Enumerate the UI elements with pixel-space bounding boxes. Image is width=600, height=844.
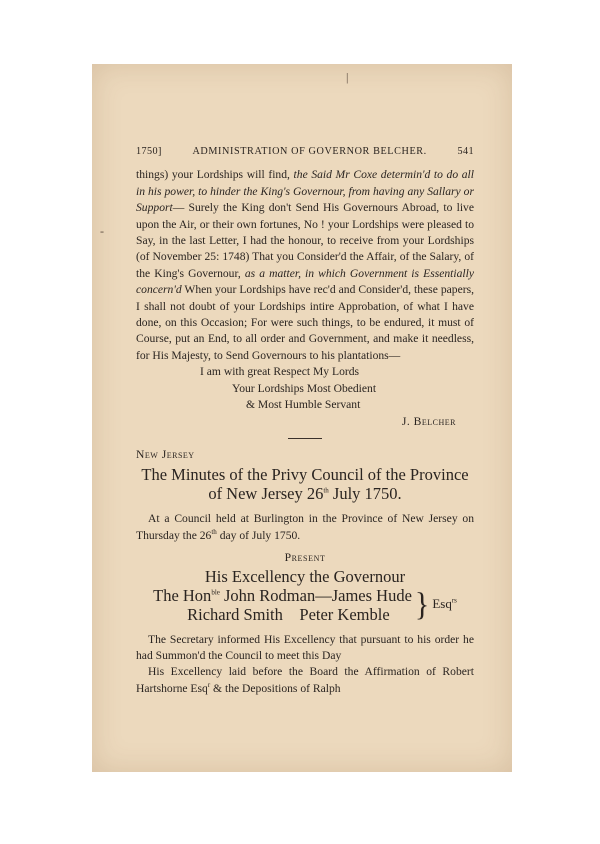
minutes-heading: The Minutes of the Privy Council of the Province of New Jersey 26th July 1750. bbox=[141, 465, 469, 504]
letter-text: things) your Lordships will find, bbox=[136, 168, 294, 182]
esquires-label: Esq$^{rs}$ bbox=[432, 596, 457, 612]
margin-mark: | bbox=[346, 70, 349, 84]
minutes-paragraph: The Secretary informed His Excellency that pursuant to his order he had Summon'd the Council to meet this Day bbox=[136, 632, 474, 662]
members-line-1: The Hon$^{ble}$ John Rodman—James Hude bbox=[153, 585, 412, 605]
present-label: Present bbox=[284, 551, 326, 565]
page-content bbox=[136, 144, 474, 697]
margin-mark: - bbox=[100, 224, 104, 238]
page-number: 541 bbox=[457, 146, 474, 157]
running-header bbox=[136, 144, 474, 160]
governor-line: His Excellency the Governour bbox=[204, 566, 406, 586]
divider bbox=[288, 438, 322, 439]
letter-paragraph bbox=[136, 167, 474, 364]
minutes-paragraph: His Excellency laid before the Board the Affirmation of Robert Hartshorne Esq$^r$ & the Depositions of Ralph bbox=[136, 665, 474, 695]
members-line-2: Richard Smith Peter Kemble bbox=[187, 604, 390, 624]
council-line: At a Council held at Burlington in the Province of New Jersey on Thursday the 26th day of July 1750. bbox=[136, 512, 474, 542]
signature: J. Belcher bbox=[401, 414, 456, 428]
letter-text: — Surely the King don't Send His Governours Abroad, to live upon the Air, or their own fortunes, No ! your Lordships were pleased to Say, in the last Letter, I had the honour, to receive from your Lordships (of November 25: 1748) That you Consider'd the Affair, of the Salary, of the King's Governour, bbox=[136, 201, 474, 280]
book-page bbox=[92, 64, 512, 772]
closing-line: & Most Humble Servant bbox=[246, 398, 361, 412]
member-names bbox=[153, 586, 412, 624]
header-title: ADMINISTRATION OF GOVERNOR BELCHER. bbox=[192, 146, 427, 157]
state-label: New Jersey bbox=[136, 447, 195, 461]
brace: } bbox=[414, 585, 430, 623]
letter-text-italic: the Said Mr Coxe determin'd to do all in his power, to hinder the King's Governour, from having any Sallary or Support bbox=[136, 168, 474, 215]
letter-text: When your Lordships have rec'd and Consider'd, these papers, I shall not doubt of your Lordships intire Approbation, of what I have done, on this Occasion; For were such things, to be endured, it must of Course, put an End, to all order and Government, and make it needless, for His Majesty, to Send Governours to his plantations— bbox=[136, 283, 474, 362]
closing-line: I am with great Respect My Lords bbox=[200, 365, 360, 379]
closing-line: Your Lordships Most Obedient bbox=[232, 381, 377, 395]
letter-text-italic: as a matter, in which Government is Essentially concern'd bbox=[136, 266, 474, 297]
header-year: 1750] bbox=[136, 146, 162, 157]
council-members bbox=[136, 586, 474, 624]
